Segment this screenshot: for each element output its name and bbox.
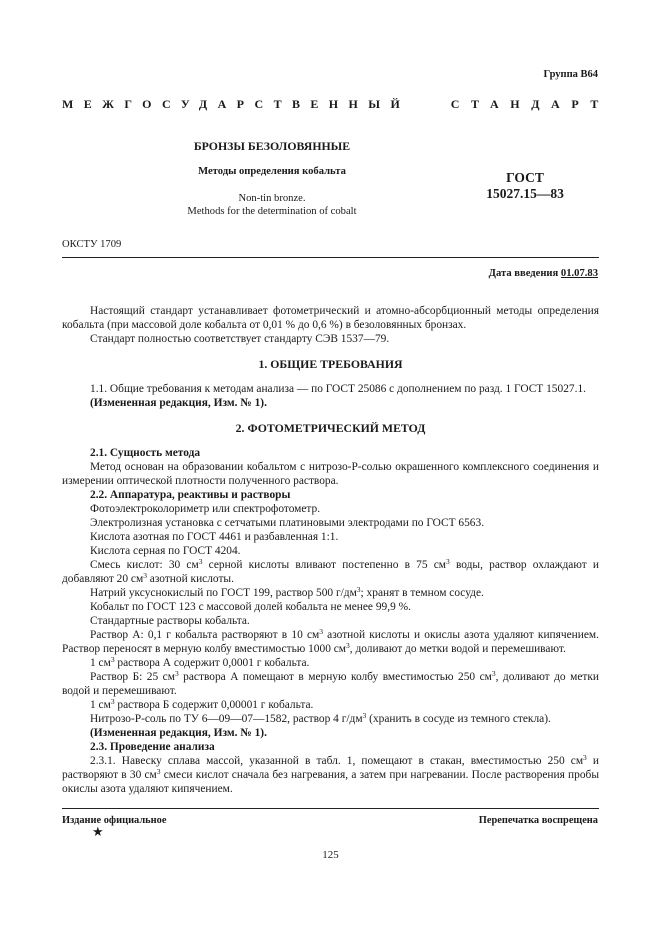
solution-a-item: Раствор А: 0,1 г кобальта растворяют в 10 $см^3$ азотной кислоты и окислы азота удаляют кипячением. Раствор переносят в мерную колбу вместимостью 1000 $см^3$, доливают до метки водой и перемешивают. [62, 627, 599, 655]
section-2-heading: 2. ФОТОМЕТРИЧЕСКИЙ МЕТОД [235, 421, 426, 435]
section-2-3-1-text: 2.3.1. Навеску сплава массой, указанной в табл. 1, помещают в стакан, вместимостью 250 $см^3$ и растворяют в 30 $см^3$ смеси кислот сначала без нагревания, а затем при нагревании. После растворения пробы окислы азота удаляют кипячением. [62, 753, 599, 795]
sodium-acetate-item: Натрий уксуснокислый по ГОСТ 199, раствор 500 $г/дм^3$; хранят в темном сосуде. [90, 585, 484, 599]
reagent-item: Кислота серная по ГОСТ 4204. [90, 545, 241, 557]
footer-divider [62, 808, 599, 809]
page-number: 125 [322, 849, 339, 861]
section-1-heading: 1. ОБЩИЕ ТРЕБОВАНИЯ [258, 357, 403, 371]
equipment-item: Фотоэлектроколориметр или спектрофотометр. [90, 503, 321, 515]
section-1-1-text: 1.1. Общие требования к методам анализа — по ГОСТ 25086 с дополнением по разд. 1 ГОСТ 15027.1. [90, 383, 586, 395]
english-title-line1: Non-tin bronze. [238, 193, 306, 204]
gost-label: ГОСТ [506, 170, 544, 185]
banner-right: СТАНДАРТ [450, 97, 610, 111]
solution-a-content: 1 $см^3$ раствора А содержит 0,0001 г кобальта. [90, 655, 310, 669]
solution-b-item: Раствор Б: 25 $см^3$ раствора А помещают в мерную колбу вместимостью 250 $см^3$, доливают до метки водой и перемешивают. [62, 669, 599, 697]
effective-date-value: 01.07.83 [560, 268, 598, 279]
document-title: БРОНЗЫ БЕЗОЛОВЯННЫЕ [193, 139, 351, 153]
section-2-3-heading: 2.3. Проведение анализа [90, 741, 215, 753]
banner-left: МЕЖГОСУДАРСТВЕННЫЙ [62, 97, 411, 111]
effective-date [489, 267, 598, 281]
section-2-1-heading: 2.1. Сущность метода [90, 447, 201, 459]
star-icon: ★ [92, 824, 104, 839]
section-2-2-amendment: (Измененная редакция, Изм. № 1). [90, 727, 267, 739]
reprint-prohibited-note: Перепечатка воспрещена [478, 815, 598, 826]
solution-b-content: 1 $см^3$ раствора Б содержит 0,00001 г кобальта. [90, 697, 314, 711]
section-2-1-text: Метод основан на образовании кобальтом с нитрозо-Р-солью окрашенного комплексного соединения и измерении оптической плотности полученного раствора. [62, 461, 599, 487]
group-code: Группа В64 [543, 69, 598, 80]
official-edition-note: Издание официальное [62, 815, 167, 826]
english-title-line2: Methods for the determination of cobalt [187, 206, 357, 217]
gost-designation [470, 170, 580, 202]
section-2-2-heading: 2.2. Аппаратура, реактивы и растворы [90, 489, 291, 501]
intro-compliance: Стандарт полностью соответствует стандарту СЭВ 1537—79. [90, 333, 390, 345]
acid-mixture-item: Смесь кислот: 30 $см^3$ серной кислоты вливают постепенно в 75 $см^3$ воды, раствор охлаждают и добавляют 20 $см^3$ азотной кислоты. [62, 557, 599, 585]
equipment-item: Электролизная установка с сетчатыми платиновыми электродами по ГОСТ 6563. [90, 517, 485, 529]
document-subtitle: Методы определения кобальта [198, 166, 346, 177]
effective-date-label: Дата введения [488, 268, 559, 279]
standard-solutions-item: Стандартные растворы кобальта. [90, 615, 250, 627]
document-body [62, 304, 599, 796]
cobalt-item: Кобальт по ГОСТ 123 с массовой долей кобальта не менее 99,9 %. [90, 601, 411, 613]
gost-number: 15027.15—83 [486, 186, 564, 201]
intro-paragraph: Настоящий стандарт устанавливает фотометрический и атомно-абсорбционный методы определения кобальта (при массовой доле кобальта от 0,01 % до 0,6 %) в безоловянных бронзах. [62, 305, 599, 331]
oksu-code: ОКСТУ 1709 [62, 239, 122, 250]
reagent-item: Кислота азотная по ГОСТ 4461 и разбавленная 1:1. [90, 531, 339, 543]
header-divider [62, 257, 599, 258]
nitroso-salt-item: Нитрозо-Р-соль по ТУ 6—09—07—1582, раствор 4 $г/дм^3$ (хранить в сосуде из темного стекла). [90, 711, 551, 725]
section-1-amendment: (Измененная редакция, Изм. № 1). [90, 397, 267, 409]
standard-banner [62, 97, 610, 111]
